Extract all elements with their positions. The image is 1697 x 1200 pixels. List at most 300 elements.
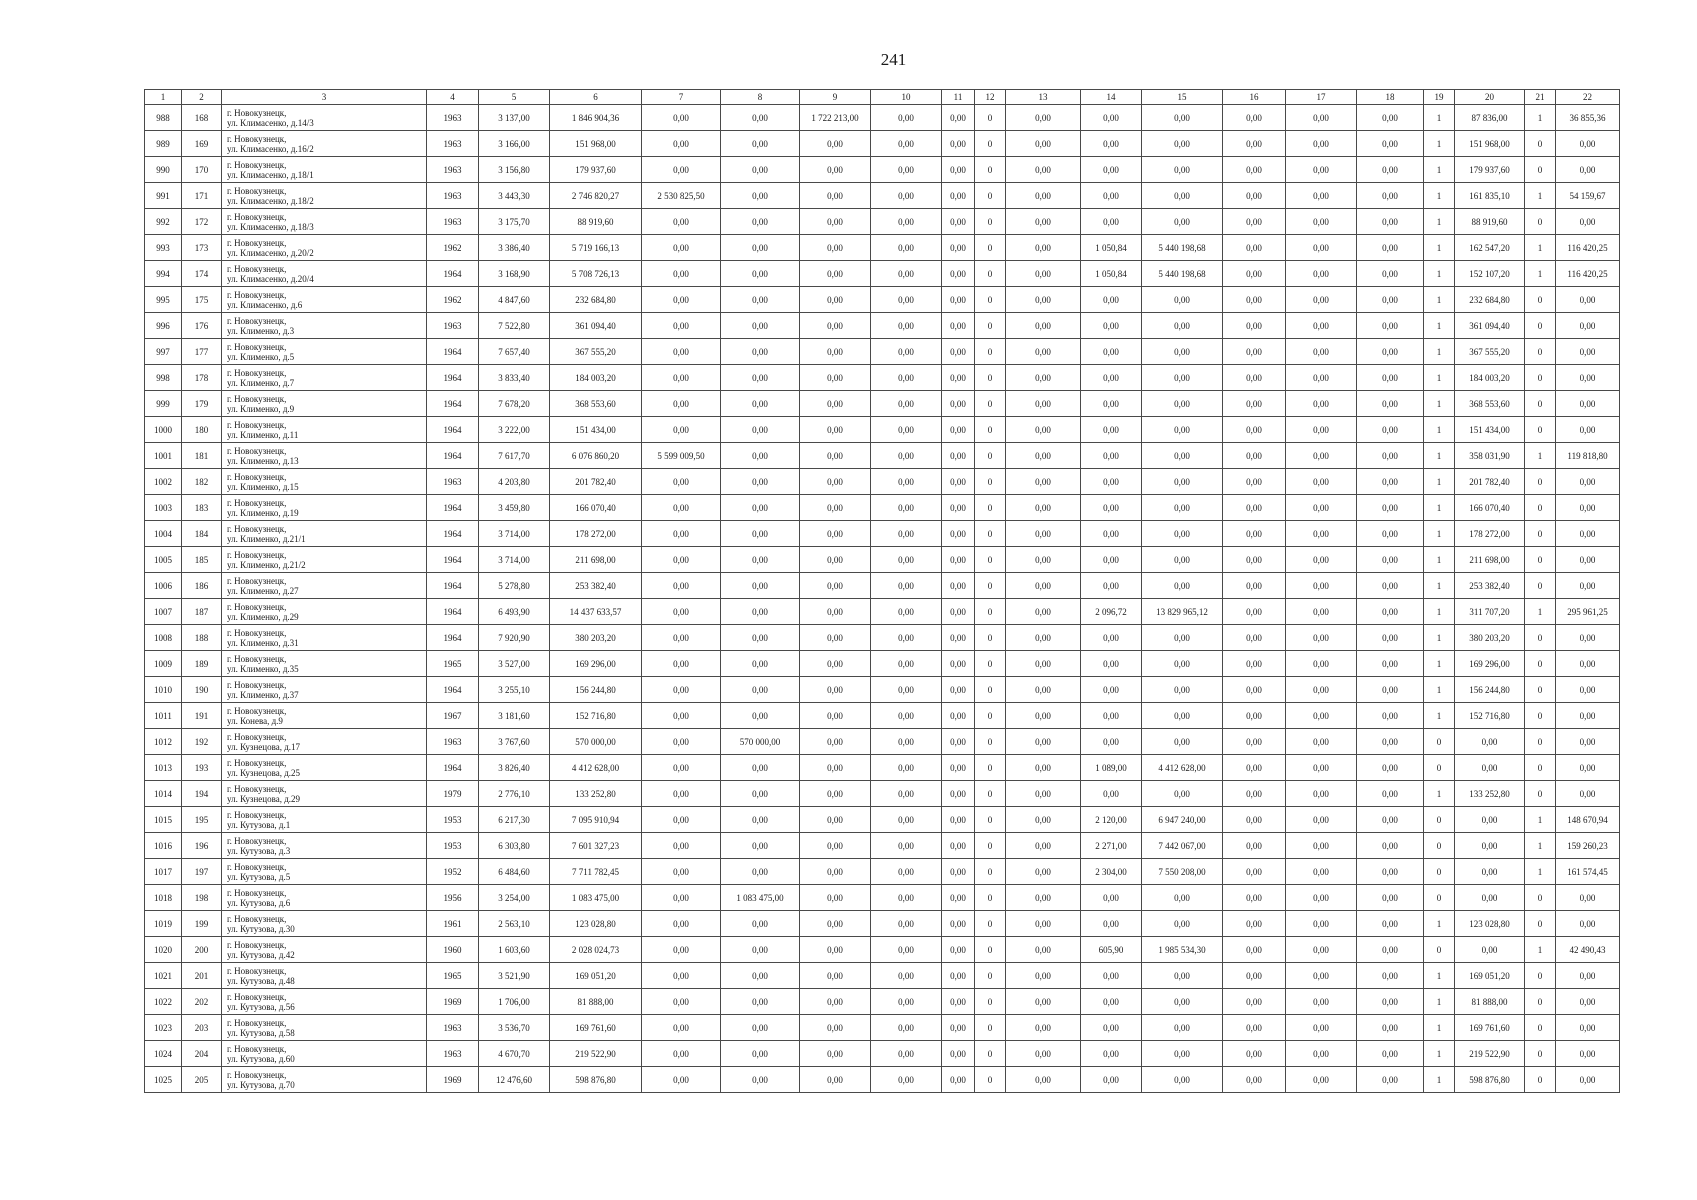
cell-col-9: 0,00 — [800, 521, 871, 547]
cell-col-5: 3 386,40 — [479, 235, 550, 261]
cell-col-22: 116 420,25 — [1556, 261, 1620, 287]
cell-col-15: 4 412 628,00 — [1142, 755, 1223, 781]
cell-col-8: 0,00 — [721, 1067, 800, 1093]
cell-col-14: 0,00 — [1081, 573, 1142, 599]
cell-col-10: 0,00 — [871, 833, 942, 859]
address-city: г. Новокузнецк, — [227, 289, 287, 300]
cell-col-4: 1952 — [427, 859, 479, 885]
cell-col-6: 5 719 166,13 — [550, 235, 642, 261]
cell-col-10: 0,00 — [871, 391, 942, 417]
cell-col-18: 0,00 — [1357, 391, 1424, 417]
cell-col-14: 2 120,00 — [1081, 807, 1142, 833]
cell-col-13: 0,00 — [1006, 495, 1081, 521]
cell-col-21: 0 — [1525, 1015, 1556, 1041]
cell-row-number: 993 — [145, 235, 182, 261]
cell-address — [222, 807, 427, 833]
cell-col-14: 0,00 — [1081, 209, 1142, 235]
cell-col-18: 0,00 — [1357, 105, 1424, 131]
cell-row-number: 1012 — [145, 729, 182, 755]
cell-col-7: 0,00 — [642, 521, 721, 547]
cell-col-9: 0,00 — [800, 547, 871, 573]
cell-col-9: 0,00 — [800, 183, 871, 209]
cell-col-20: 123 028,80 — [1455, 911, 1525, 937]
cell-col-5: 6 217,30 — [479, 807, 550, 833]
address-city: г. Новокузнецк, — [227, 731, 287, 742]
cell-col-12: 0 — [975, 157, 1006, 183]
cell-col-21: 1 — [1525, 183, 1556, 209]
cell-col-15: 0,00 — [1142, 781, 1223, 807]
cell-col-16: 0,00 — [1223, 1015, 1286, 1041]
cell-col-11: 0,00 — [942, 131, 975, 157]
cell-col-13: 0,00 — [1006, 885, 1081, 911]
cell-col-21: 0 — [1525, 365, 1556, 391]
cell-col-8: 0,00 — [721, 131, 800, 157]
cell-row-number: 1025 — [145, 1067, 182, 1093]
cell-col-22: 0,00 — [1556, 989, 1620, 1015]
cell-col-6: 7 711 782,45 — [550, 859, 642, 885]
cell-col-4: 1962 — [427, 287, 479, 313]
cell-col-15: 0,00 — [1142, 677, 1223, 703]
cell-col-5: 3 168,90 — [479, 261, 550, 287]
cell-col-5: 4 203,80 — [479, 469, 550, 495]
cell-address — [222, 313, 427, 339]
cell-address — [222, 859, 427, 885]
cell-col-17: 0,00 — [1286, 989, 1357, 1015]
address-city: г. Новокузнецк, — [227, 419, 287, 430]
cell-col-14: 0,00 — [1081, 547, 1142, 573]
cell-col-6: 169 761,60 — [550, 1015, 642, 1041]
cell-col-17: 0,00 — [1286, 1067, 1357, 1093]
cell-col-11: 0,00 — [942, 547, 975, 573]
cell-col-11: 0,00 — [942, 573, 975, 599]
cell-col-13: 0,00 — [1006, 989, 1081, 1015]
cell-col-22: 295 961,25 — [1556, 599, 1620, 625]
housing-register-table — [144, 89, 1620, 1093]
cell-row-number: 992 — [145, 209, 182, 235]
address-street: ул. Климасенко, д.20/4 — [227, 273, 314, 284]
cell-col-17: 0,00 — [1286, 209, 1357, 235]
cell-col-10: 0,00 — [871, 625, 942, 651]
cell-col-12: 0 — [975, 677, 1006, 703]
cell-row-number: 1011 — [145, 703, 182, 729]
cell-col-13: 0,00 — [1006, 599, 1081, 625]
cell-col-14: 2 096,72 — [1081, 599, 1142, 625]
cell-row-number: 996 — [145, 313, 182, 339]
cell-col-18: 0,00 — [1357, 1015, 1424, 1041]
cell-col-21: 0 — [1525, 989, 1556, 1015]
cell-col-5: 3 175,70 — [479, 209, 550, 235]
cell-col-8: 0,00 — [721, 1041, 800, 1067]
cell-col-16: 0,00 — [1223, 677, 1286, 703]
cell-col-4: 1963 — [427, 313, 479, 339]
table-row — [145, 339, 1620, 365]
cell-col-18: 0,00 — [1357, 833, 1424, 859]
cell-local-number: 201 — [182, 963, 222, 989]
cell-col-15: 0,00 — [1142, 365, 1223, 391]
cell-col-15: 0,00 — [1142, 885, 1223, 911]
cell-col-22: 0,00 — [1556, 651, 1620, 677]
cell-col-16: 0,00 — [1223, 287, 1286, 313]
cell-col-19: 1 — [1424, 209, 1455, 235]
cell-col-12: 0 — [975, 807, 1006, 833]
cell-col-7: 0,00 — [642, 573, 721, 599]
cell-col-18: 0,00 — [1357, 443, 1424, 469]
cell-col-22: 0,00 — [1556, 287, 1620, 313]
cell-col-8: 0,00 — [721, 105, 800, 131]
table-row — [145, 469, 1620, 495]
cell-col-16: 0,00 — [1223, 885, 1286, 911]
address-street: ул. Клименко, д.9 — [227, 403, 295, 414]
address-street: ул. Климасенко, д.6 — [227, 299, 303, 310]
cell-address — [222, 261, 427, 287]
cell-col-19: 1 — [1424, 105, 1455, 131]
cell-col-9: 0,00 — [800, 1015, 871, 1041]
cell-col-8: 0,00 — [721, 833, 800, 859]
cell-col-13: 0,00 — [1006, 287, 1081, 313]
cell-col-22: 161 574,45 — [1556, 859, 1620, 885]
address-city: г. Новокузнецк, — [227, 913, 287, 924]
cell-col-9: 0,00 — [800, 755, 871, 781]
cell-col-17: 0,00 — [1286, 885, 1357, 911]
cell-local-number: 203 — [182, 1015, 222, 1041]
column-header: 1 — [145, 90, 182, 105]
cell-col-19: 0 — [1424, 833, 1455, 859]
cell-col-10: 0,00 — [871, 703, 942, 729]
cell-col-7: 0,00 — [642, 1067, 721, 1093]
cell-col-11: 0,00 — [942, 911, 975, 937]
cell-col-13: 0,00 — [1006, 859, 1081, 885]
address-street: ул. Конева, д.9 — [227, 715, 283, 726]
cell-col-11: 0,00 — [942, 469, 975, 495]
cell-col-4: 1963 — [427, 209, 479, 235]
cell-col-5: 3 459,80 — [479, 495, 550, 521]
cell-col-13: 0,00 — [1006, 807, 1081, 833]
cell-col-6: 2 028 024,73 — [550, 937, 642, 963]
cell-col-20: 152 716,80 — [1455, 703, 1525, 729]
cell-col-14: 0,00 — [1081, 443, 1142, 469]
column-number-header — [145, 90, 1620, 105]
cell-col-9: 0,00 — [800, 885, 871, 911]
cell-col-4: 1963 — [427, 183, 479, 209]
cell-col-18: 0,00 — [1357, 469, 1424, 495]
cell-col-21: 0 — [1525, 885, 1556, 911]
cell-col-10: 0,00 — [871, 677, 942, 703]
address-street: ул. Кузнецова, д.17 — [227, 741, 301, 752]
cell-col-14: 0,00 — [1081, 911, 1142, 937]
cell-row-number: 991 — [145, 183, 182, 209]
cell-address — [222, 703, 427, 729]
cell-col-22: 0,00 — [1556, 677, 1620, 703]
cell-col-5: 3 714,00 — [479, 521, 550, 547]
cell-col-8: 1 083 475,00 — [721, 885, 800, 911]
cell-col-14: 2 271,00 — [1081, 833, 1142, 859]
cell-col-17: 0,00 — [1286, 859, 1357, 885]
cell-local-number: 177 — [182, 339, 222, 365]
table-row — [145, 937, 1620, 963]
cell-col-17: 0,00 — [1286, 963, 1357, 989]
table-row — [145, 183, 1620, 209]
column-header: 2 — [182, 90, 222, 105]
cell-col-22: 0,00 — [1556, 521, 1620, 547]
cell-row-number: 1001 — [145, 443, 182, 469]
cell-col-21: 0 — [1525, 157, 1556, 183]
cell-col-16: 0,00 — [1223, 365, 1286, 391]
address-street: ул. Кутузова, д.56 — [227, 1001, 295, 1012]
cell-col-8: 0,00 — [721, 183, 800, 209]
cell-col-14: 0,00 — [1081, 651, 1142, 677]
cell-col-22: 0,00 — [1556, 911, 1620, 937]
cell-col-22: 0,00 — [1556, 417, 1620, 443]
cell-local-number: 202 — [182, 989, 222, 1015]
cell-col-13: 0,00 — [1006, 235, 1081, 261]
cell-col-11: 0,00 — [942, 651, 975, 677]
cell-col-15: 0,00 — [1142, 391, 1223, 417]
cell-local-number: 186 — [182, 573, 222, 599]
cell-col-18: 0,00 — [1357, 755, 1424, 781]
cell-col-10: 0,00 — [871, 469, 942, 495]
cell-col-10: 0,00 — [871, 183, 942, 209]
cell-col-10: 0,00 — [871, 131, 942, 157]
cell-col-7: 0,00 — [642, 729, 721, 755]
cell-col-5: 3 767,60 — [479, 729, 550, 755]
cell-col-12: 0 — [975, 313, 1006, 339]
address-street: ул. Климасенко, д.18/1 — [227, 169, 314, 180]
cell-col-7: 0,00 — [642, 599, 721, 625]
cell-col-6: 6 076 860,20 — [550, 443, 642, 469]
cell-col-9: 0,00 — [800, 131, 871, 157]
cell-col-7: 0,00 — [642, 417, 721, 443]
column-header: 12 — [975, 90, 1006, 105]
cell-local-number: 204 — [182, 1041, 222, 1067]
cell-col-16: 0,00 — [1223, 1041, 1286, 1067]
cell-col-5: 6 303,80 — [479, 833, 550, 859]
cell-col-21: 1 — [1525, 833, 1556, 859]
cell-col-6: 151 968,00 — [550, 131, 642, 157]
cell-col-11: 0,00 — [942, 157, 975, 183]
cell-col-20: 368 553,60 — [1455, 391, 1525, 417]
table-row — [145, 911, 1620, 937]
cell-col-17: 0,00 — [1286, 521, 1357, 547]
cell-col-18: 0,00 — [1357, 521, 1424, 547]
cell-col-20: 311 707,20 — [1455, 599, 1525, 625]
cell-col-21: 0 — [1525, 963, 1556, 989]
cell-col-9: 0,00 — [800, 209, 871, 235]
cell-local-number: 178 — [182, 365, 222, 391]
cell-col-9: 0,00 — [800, 911, 871, 937]
table-row — [145, 391, 1620, 417]
address-street: ул. Кутузова, д.30 — [227, 923, 295, 934]
cell-local-number: 198 — [182, 885, 222, 911]
cell-local-number: 173 — [182, 235, 222, 261]
cell-col-12: 0 — [975, 209, 1006, 235]
cell-col-8: 0,00 — [721, 859, 800, 885]
cell-col-15: 7 442 067,00 — [1142, 833, 1223, 859]
cell-col-10: 0,00 — [871, 1041, 942, 1067]
cell-row-number: 1003 — [145, 495, 182, 521]
address-city: г. Новокузнецк, — [227, 757, 287, 768]
cell-address — [222, 183, 427, 209]
cell-local-number: 169 — [182, 131, 222, 157]
cell-col-11: 0,00 — [942, 183, 975, 209]
cell-col-15: 0,00 — [1142, 183, 1223, 209]
cell-col-20: 0,00 — [1455, 729, 1525, 755]
column-header: 4 — [427, 90, 479, 105]
cell-col-17: 0,00 — [1286, 131, 1357, 157]
cell-col-5: 6 493,90 — [479, 599, 550, 625]
cell-col-8: 0,00 — [721, 755, 800, 781]
table-row — [145, 495, 1620, 521]
cell-col-17: 0,00 — [1286, 183, 1357, 209]
address-city: г. Новокузнецк, — [227, 367, 287, 378]
cell-col-15: 0,00 — [1142, 1067, 1223, 1093]
cell-col-19: 0 — [1424, 807, 1455, 833]
address-city: г. Новокузнецк, — [227, 159, 287, 170]
cell-col-8: 0,00 — [721, 963, 800, 989]
cell-col-17: 0,00 — [1286, 677, 1357, 703]
cell-col-6: 219 522,90 — [550, 1041, 642, 1067]
cell-col-8: 0,00 — [721, 235, 800, 261]
cell-local-number: 176 — [182, 313, 222, 339]
cell-col-15: 0,00 — [1142, 573, 1223, 599]
cell-col-10: 0,00 — [871, 521, 942, 547]
cell-address — [222, 469, 427, 495]
cell-col-4: 1961 — [427, 911, 479, 937]
cell-row-number: 990 — [145, 157, 182, 183]
cell-col-9: 0,00 — [800, 443, 871, 469]
cell-col-8: 0,00 — [721, 261, 800, 287]
cell-col-5: 3 527,00 — [479, 651, 550, 677]
address-city: г. Новокузнецк, — [227, 835, 287, 846]
cell-address — [222, 365, 427, 391]
cell-col-21: 1 — [1525, 807, 1556, 833]
cell-col-13: 0,00 — [1006, 1015, 1081, 1041]
table-row — [145, 105, 1620, 131]
cell-col-9: 0,00 — [800, 781, 871, 807]
cell-col-11: 0,00 — [942, 1067, 975, 1093]
cell-address — [222, 521, 427, 547]
cell-col-21: 0 — [1525, 339, 1556, 365]
cell-col-22: 0,00 — [1556, 157, 1620, 183]
cell-address — [222, 885, 427, 911]
cell-col-16: 0,00 — [1223, 989, 1286, 1015]
cell-row-number: 999 — [145, 391, 182, 417]
cell-col-9: 0,00 — [800, 651, 871, 677]
cell-address — [222, 209, 427, 235]
cell-col-10: 0,00 — [871, 1015, 942, 1041]
column-header: 20 — [1455, 90, 1525, 105]
cell-col-16: 0,00 — [1223, 313, 1286, 339]
cell-col-18: 0,00 — [1357, 807, 1424, 833]
column-header: 3 — [222, 90, 427, 105]
cell-col-21: 0 — [1525, 469, 1556, 495]
address-street: ул. Клименко, д.29 — [227, 611, 299, 622]
cell-col-15: 0,00 — [1142, 1041, 1223, 1067]
cell-col-9: 0,00 — [800, 235, 871, 261]
cell-col-9: 0,00 — [800, 1041, 871, 1067]
cell-col-17: 0,00 — [1286, 469, 1357, 495]
cell-col-11: 0,00 — [942, 729, 975, 755]
cell-local-number: 183 — [182, 495, 222, 521]
cell-col-12: 0 — [975, 131, 1006, 157]
table-row — [145, 573, 1620, 599]
cell-col-22: 0,00 — [1556, 495, 1620, 521]
cell-col-20: 156 244,80 — [1455, 677, 1525, 703]
cell-col-15: 1 985 534,30 — [1142, 937, 1223, 963]
cell-col-15: 0,00 — [1142, 157, 1223, 183]
cell-col-13: 0,00 — [1006, 417, 1081, 443]
address-city: г. Новокузнецк, — [227, 887, 287, 898]
cell-col-16: 0,00 — [1223, 573, 1286, 599]
cell-col-4: 1956 — [427, 885, 479, 911]
cell-col-16: 0,00 — [1223, 755, 1286, 781]
cell-local-number: 194 — [182, 781, 222, 807]
cell-col-20: 232 684,80 — [1455, 287, 1525, 313]
cell-col-14: 0,00 — [1081, 417, 1142, 443]
cell-col-20: 0,00 — [1455, 885, 1525, 911]
cell-col-9: 0,00 — [800, 313, 871, 339]
address-city: г. Новокузнецк, — [227, 549, 287, 560]
cell-col-10: 0,00 — [871, 157, 942, 183]
cell-col-17: 0,00 — [1286, 287, 1357, 313]
cell-col-5: 3 137,00 — [479, 105, 550, 131]
cell-col-4: 1964 — [427, 391, 479, 417]
cell-col-9: 0,00 — [800, 157, 871, 183]
cell-col-11: 0,00 — [942, 495, 975, 521]
cell-col-4: 1953 — [427, 833, 479, 859]
cell-row-number: 1009 — [145, 651, 182, 677]
cell-col-21: 0 — [1525, 131, 1556, 157]
table-row — [145, 443, 1620, 469]
cell-col-10: 0,00 — [871, 105, 942, 131]
cell-col-12: 0 — [975, 885, 1006, 911]
cell-row-number: 1000 — [145, 417, 182, 443]
cell-col-9: 0,00 — [800, 625, 871, 651]
cell-col-12: 0 — [975, 495, 1006, 521]
address-city: г. Новокузнецк, — [227, 1069, 287, 1080]
address-city: г. Новокузнецк, — [227, 133, 287, 144]
cell-col-20: 169 761,60 — [1455, 1015, 1525, 1041]
cell-col-11: 0,00 — [942, 339, 975, 365]
cell-row-number: 1014 — [145, 781, 182, 807]
cell-col-8: 0,00 — [721, 391, 800, 417]
address-city: г. Новокузнецк, — [227, 1017, 287, 1028]
cell-col-5: 7 657,40 — [479, 339, 550, 365]
cell-col-4: 1964 — [427, 547, 479, 573]
cell-col-17: 0,00 — [1286, 105, 1357, 131]
cell-col-5: 3 181,60 — [479, 703, 550, 729]
cell-col-14: 0,00 — [1081, 989, 1142, 1015]
cell-col-20: 211 698,00 — [1455, 547, 1525, 573]
table-row — [145, 521, 1620, 547]
cell-col-21: 0 — [1525, 521, 1556, 547]
cell-local-number: 199 — [182, 911, 222, 937]
cell-col-20: 179 937,60 — [1455, 157, 1525, 183]
cell-col-7: 0,00 — [642, 677, 721, 703]
cell-col-13: 0,00 — [1006, 963, 1081, 989]
cell-col-15: 0,00 — [1142, 287, 1223, 313]
table-row — [145, 625, 1620, 651]
cell-col-16: 0,00 — [1223, 521, 1286, 547]
cell-address — [222, 1041, 427, 1067]
cell-col-10: 0,00 — [871, 547, 942, 573]
cell-local-number: 187 — [182, 599, 222, 625]
cell-col-22: 0,00 — [1556, 131, 1620, 157]
cell-col-5: 12 476,60 — [479, 1067, 550, 1093]
cell-col-6: 5 708 726,13 — [550, 261, 642, 287]
cell-col-9: 0,00 — [800, 807, 871, 833]
cell-col-10: 0,00 — [871, 729, 942, 755]
cell-col-22: 0,00 — [1556, 573, 1620, 599]
